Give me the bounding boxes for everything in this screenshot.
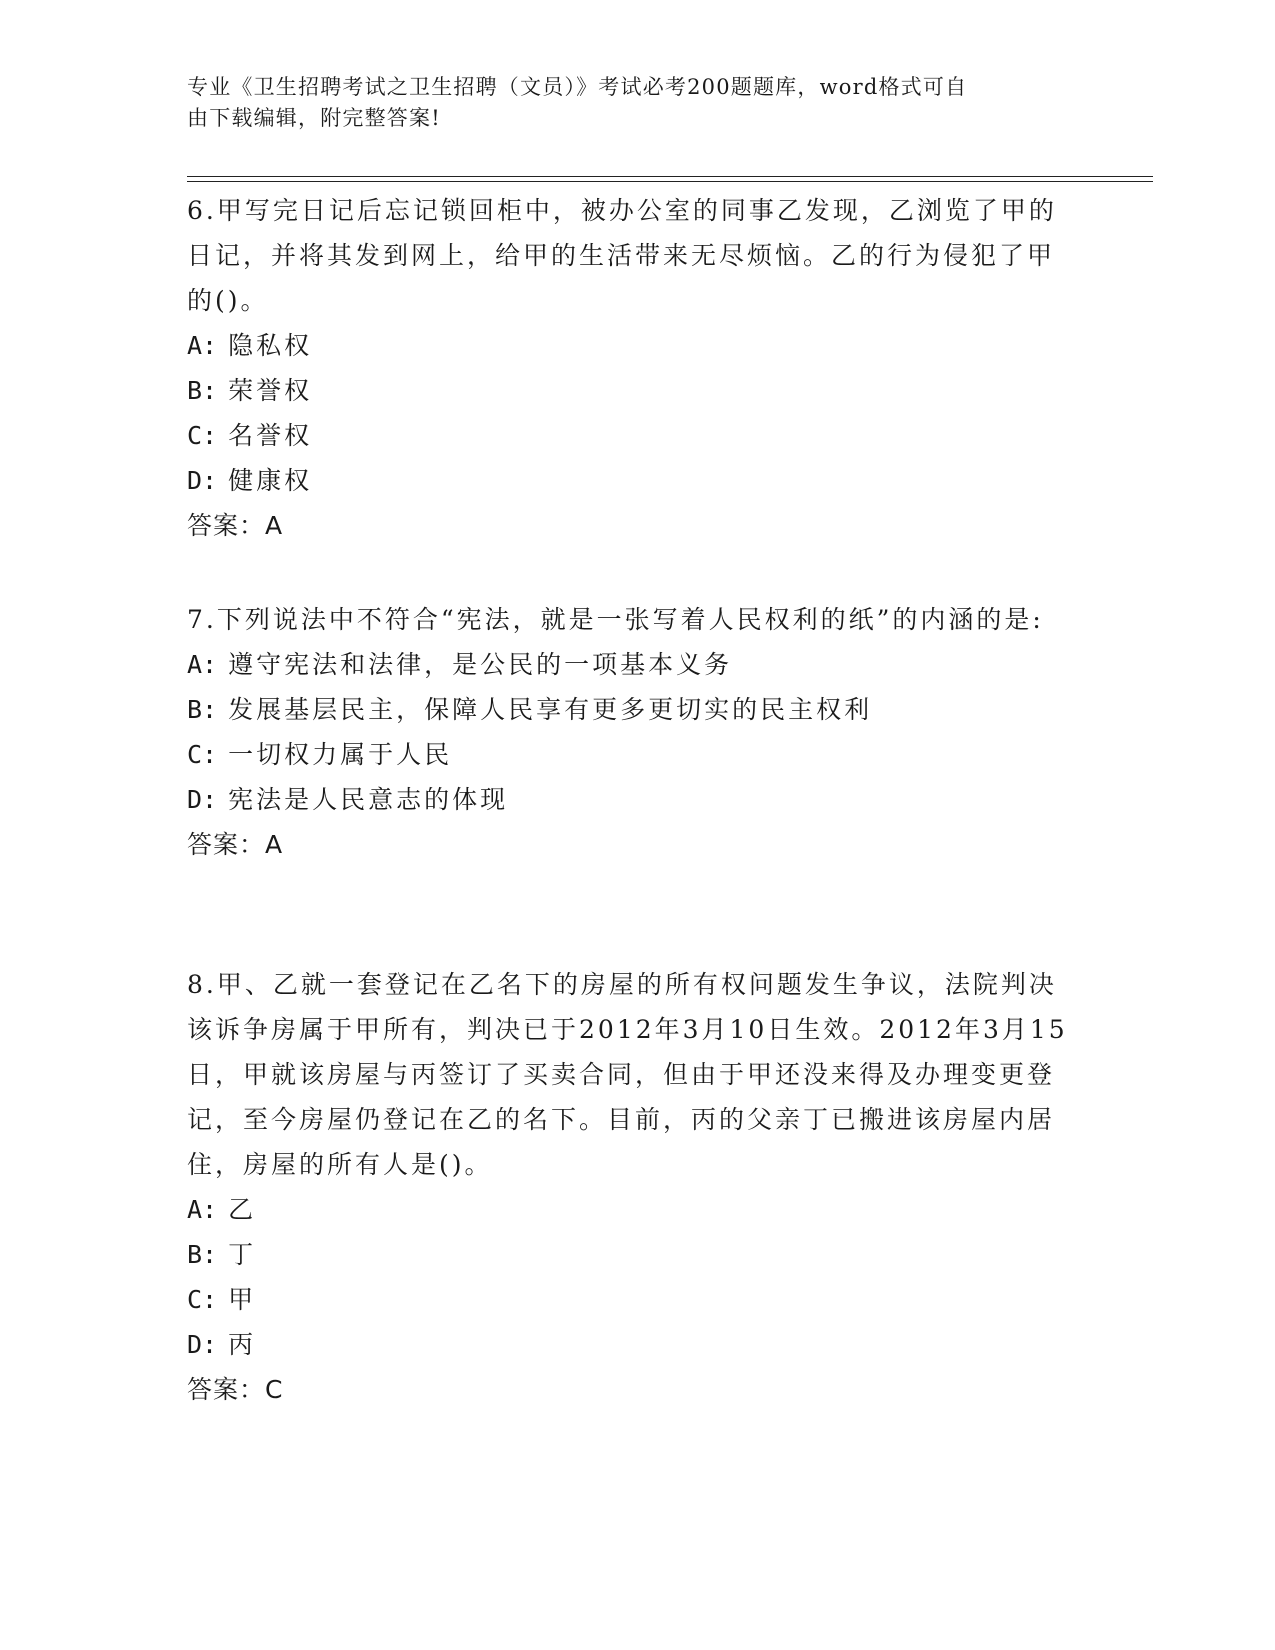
option-c <box>187 1277 1077 1322</box>
question-stem: 6.甲写完日记后忘记锁回柜中，被办公室的同事乙发现，乙浏览了甲的日记，并将其发到网上，给甲的生活带来无尽烦恼。乙的行为侵犯了甲的()。 <box>187 196 1057 315</box>
question-8 <box>187 962 1077 1412</box>
option-c <box>187 413 1077 458</box>
option-d <box>187 458 1077 503</box>
option-c <box>187 732 1077 777</box>
option-letter: D: <box>187 466 218 495</box>
option-letter: B: <box>187 695 218 724</box>
header-line-2: 由下载编辑，附完整答案! <box>187 106 441 130</box>
answer-line: 答案：C <box>187 1375 284 1404</box>
question-stem: 7.下列说法中不符合“宪法，就是一张写着人民权利的纸”的内涵的是: <box>187 605 1044 634</box>
option-text: 遵守宪法和法律，是公民的一项基本义务 <box>228 650 733 679</box>
answer-line: 答案：A <box>187 830 284 859</box>
option-a <box>187 323 1077 368</box>
option-text: 发展基层民主，保障人民享有更多更切实的民主权利 <box>228 695 873 724</box>
header-divider-bottom <box>187 181 1153 182</box>
header-divider-top <box>187 176 1153 177</box>
option-text: 丁 <box>228 1240 257 1269</box>
option-text: 乙 <box>228 1195 257 1224</box>
option-letter: C: <box>187 740 218 769</box>
option-d <box>187 777 1077 822</box>
option-letter: A: <box>187 1195 218 1224</box>
option-a <box>187 642 1077 687</box>
option-letter: A: <box>187 331 218 360</box>
option-text: 丙 <box>228 1330 257 1359</box>
option-text: 宪法是人民意志的体现 <box>228 785 509 814</box>
option-letter: C: <box>187 421 218 450</box>
option-b <box>187 687 1077 732</box>
option-d <box>187 1322 1077 1367</box>
option-text: 名誉权 <box>228 421 313 450</box>
option-b <box>187 368 1077 413</box>
question-6 <box>187 188 1077 548</box>
option-letter: A: <box>187 650 218 679</box>
option-text: 隐私权 <box>228 331 313 360</box>
option-letter: B: <box>187 1240 218 1269</box>
option-letter: B: <box>187 376 218 405</box>
answer-line: 答案：A <box>187 511 284 540</box>
option-b <box>187 1232 1077 1277</box>
option-letter: C: <box>187 1285 218 1314</box>
option-letter: D: <box>187 1330 218 1359</box>
option-a <box>187 1187 1077 1232</box>
question-stem: 8.甲、乙就一套登记在乙名下的房屋的所有权问题发生争议，法院判决该诉争房属于甲所有，判决已于2012年3月10日生效。2012年3月15日，甲就该房屋与丙签订了买卖合同，但由于甲还没来得及办理变更登记，至今房屋仍登记在乙的名下。目前，丙的父亲丁已搬进该房屋内居住，房屋的所有人是()。 <box>187 970 1068 1179</box>
document-header-note <box>187 72 1067 134</box>
option-text: 一切权力属于人民 <box>228 740 453 769</box>
option-text: 甲 <box>228 1285 257 1314</box>
option-letter: D: <box>187 785 218 814</box>
option-text: 荣誉权 <box>228 376 313 405</box>
header-line-1: 专业《卫生招聘考试之卫生招聘（文员）》考试必考200题题库，word格式可自 <box>187 75 968 99</box>
option-text: 健康权 <box>228 466 313 495</box>
question-7 <box>187 597 1077 867</box>
